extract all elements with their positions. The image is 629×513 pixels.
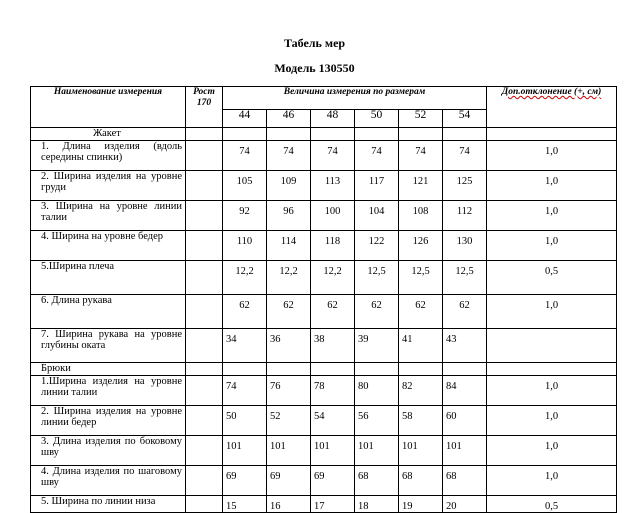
measurement-name: 3. Ширина на уровне линии талии [31,201,186,231]
value-cell: 101 [355,436,399,466]
value-cell: 78 [311,376,355,406]
rost-cell [186,261,223,295]
section-label: Брюки [31,363,186,376]
measurement-name: 1.Ширина изделия на уровне линии талии [31,376,186,406]
value-cell: 76 [267,376,311,406]
size-cell: 54 [443,110,487,128]
value-cell: 16 [267,496,311,513]
empty-cell [223,363,267,376]
header-rost: Рост 170 [186,87,223,128]
value-cell: 38 [311,329,355,363]
value-cell: 126 [399,231,443,261]
value-cell: 52 [267,406,311,436]
rost-cell [186,201,223,231]
tolerance-cell: 0,5 [487,261,617,295]
value-cell: 74 [443,141,487,171]
table-row [31,436,617,466]
section-label: Жакет [31,128,186,141]
size-cell: 46 [267,110,311,128]
rost-cell [186,231,223,261]
empty-cell [186,363,223,376]
tolerance-cell: 1,0 [487,141,617,171]
header-row [31,87,617,110]
value-cell: 92 [223,201,267,231]
value-cell: 118 [311,231,355,261]
value-cell: 54 [311,406,355,436]
table-row [31,329,617,363]
value-cell: 101 [399,436,443,466]
value-cell: 69 [267,466,311,496]
value-cell: 74 [223,141,267,171]
table-row [31,295,617,329]
value-cell: 100 [311,201,355,231]
empty-cell [267,128,311,141]
table-row [31,141,617,171]
value-cell: 110 [223,231,267,261]
tolerance-cell: 0,5 [487,496,617,513]
rost-cell [186,436,223,466]
rost-cell [186,466,223,496]
table-row [31,466,617,496]
empty-cell [443,363,487,376]
size-cell: 48 [311,110,355,128]
value-cell: 101 [311,436,355,466]
table-row [31,261,617,295]
model-title: Модель 130550 [274,61,355,75]
tolerance-cell: 1,0 [487,376,617,406]
value-cell: 62 [267,295,311,329]
header-name: Наименование измерения [31,87,186,128]
value-cell: 12,5 [355,261,399,295]
value-cell: 34 [223,329,267,363]
rost-cell [186,496,223,513]
size-cell: 44 [223,110,267,128]
value-cell: 113 [311,171,355,201]
table-row [31,376,617,406]
value-cell: 12,5 [443,261,487,295]
value-cell: 62 [443,295,487,329]
value-cell: 82 [399,376,443,406]
empty-cell [399,363,443,376]
value-cell: 19 [399,496,443,513]
empty-cell [487,128,617,141]
value-cell: 109 [267,171,311,201]
empty-cell [487,363,617,376]
rost-cell [186,295,223,329]
value-cell: 58 [399,406,443,436]
value-cell: 43 [443,329,487,363]
measurement-name: 4. Ширина на уровне бедер [31,231,186,261]
value-cell: 12,2 [311,261,355,295]
empty-cell [399,128,443,141]
document-title: Табель мер [283,36,346,50]
rost-cell [186,406,223,436]
value-cell: 80 [355,376,399,406]
header-tolerance [487,87,617,128]
empty-cell [355,128,399,141]
tolerance-cell: 1,0 [487,171,617,201]
measurement-name: 6. Длина рукава [31,295,186,329]
rost-cell [186,329,223,363]
empty-cell [267,363,311,376]
value-cell: 114 [267,231,311,261]
value-cell: 74 [267,141,311,171]
table-row [31,171,617,201]
empty-cell [186,128,223,141]
value-cell: 74 [399,141,443,171]
value-cell: 62 [399,295,443,329]
value-cell: 112 [443,201,487,231]
tolerance-cell: 1,0 [487,231,617,261]
measurement-name: 5. Ширина по линии низа [31,496,186,513]
value-cell: 74 [355,141,399,171]
value-cell: 104 [355,201,399,231]
value-cell: 62 [311,295,355,329]
value-cell: 39 [355,329,399,363]
value-cell: 60 [443,406,487,436]
rost-cell [186,141,223,171]
value-cell: 18 [355,496,399,513]
value-cell: 62 [355,295,399,329]
empty-cell [355,363,399,376]
value-cell: 130 [443,231,487,261]
section-row [31,128,617,141]
value-cell: 12,2 [223,261,267,295]
value-cell: 69 [311,466,355,496]
header-sizes: Величина измерения по размерам [223,87,487,110]
value-cell: 68 [443,466,487,496]
value-cell: 68 [355,466,399,496]
value-cell: 117 [355,171,399,201]
measurement-name: 7. Ширина рукава на уровне глубины оката [31,329,186,363]
value-cell: 108 [399,201,443,231]
value-cell: 36 [267,329,311,363]
value-cell: 121 [399,171,443,201]
value-cell: 125 [443,171,487,201]
value-cell: 101 [223,436,267,466]
table-row [31,406,617,436]
measurement-name: 2. Ширина изделия на уровне линии бедер [31,406,186,436]
value-cell: 69 [223,466,267,496]
value-cell: 101 [267,436,311,466]
empty-cell [443,128,487,141]
value-cell: 56 [355,406,399,436]
empty-cell [223,128,267,141]
rost-cell [186,376,223,406]
value-cell: 15 [223,496,267,513]
value-cell: 12,2 [267,261,311,295]
table-row [31,231,617,261]
measurement-name: 2. Ширина изделия на уровне груди [31,171,186,201]
size-cell: 52 [399,110,443,128]
empty-cell [311,128,355,141]
value-cell: 50 [223,406,267,436]
value-cell: 105 [223,171,267,201]
value-cell: 101 [443,436,487,466]
measurements-table [30,86,617,513]
value-cell: 122 [355,231,399,261]
header-tolerance-label: Доп.отклонение (+, см) [501,87,602,97]
value-cell: 17 [311,496,355,513]
measurement-name: 3. Длина изделия по боковому шву [31,436,186,466]
value-cell: 96 [267,201,311,231]
section-row [31,363,617,376]
measurement-name: 4. Длина изделия по шаговому шву [31,466,186,496]
tolerance-cell: 1,0 [487,406,617,436]
measurement-name: 1. Длина изделия (вдоль середины спинки) [31,141,186,171]
table-row [31,496,617,513]
measurement-name: 5.Ширина плеча [31,261,186,295]
value-cell: 12,5 [399,261,443,295]
empty-cell [311,363,355,376]
tolerance-cell: 1,0 [487,295,617,329]
value-cell: 41 [399,329,443,363]
value-cell: 74 [223,376,267,406]
tolerance-cell: 1,0 [487,436,617,466]
table-row [31,201,617,231]
size-cell: 50 [355,110,399,128]
tolerance-cell: 1,0 [487,201,617,231]
value-cell: 20 [443,496,487,513]
value-cell: 84 [443,376,487,406]
value-cell: 74 [311,141,355,171]
tolerance-cell [487,329,617,363]
rost-cell [186,171,223,201]
value-cell: 62 [223,295,267,329]
value-cell: 68 [399,466,443,496]
tolerance-cell: 1,0 [487,466,617,496]
